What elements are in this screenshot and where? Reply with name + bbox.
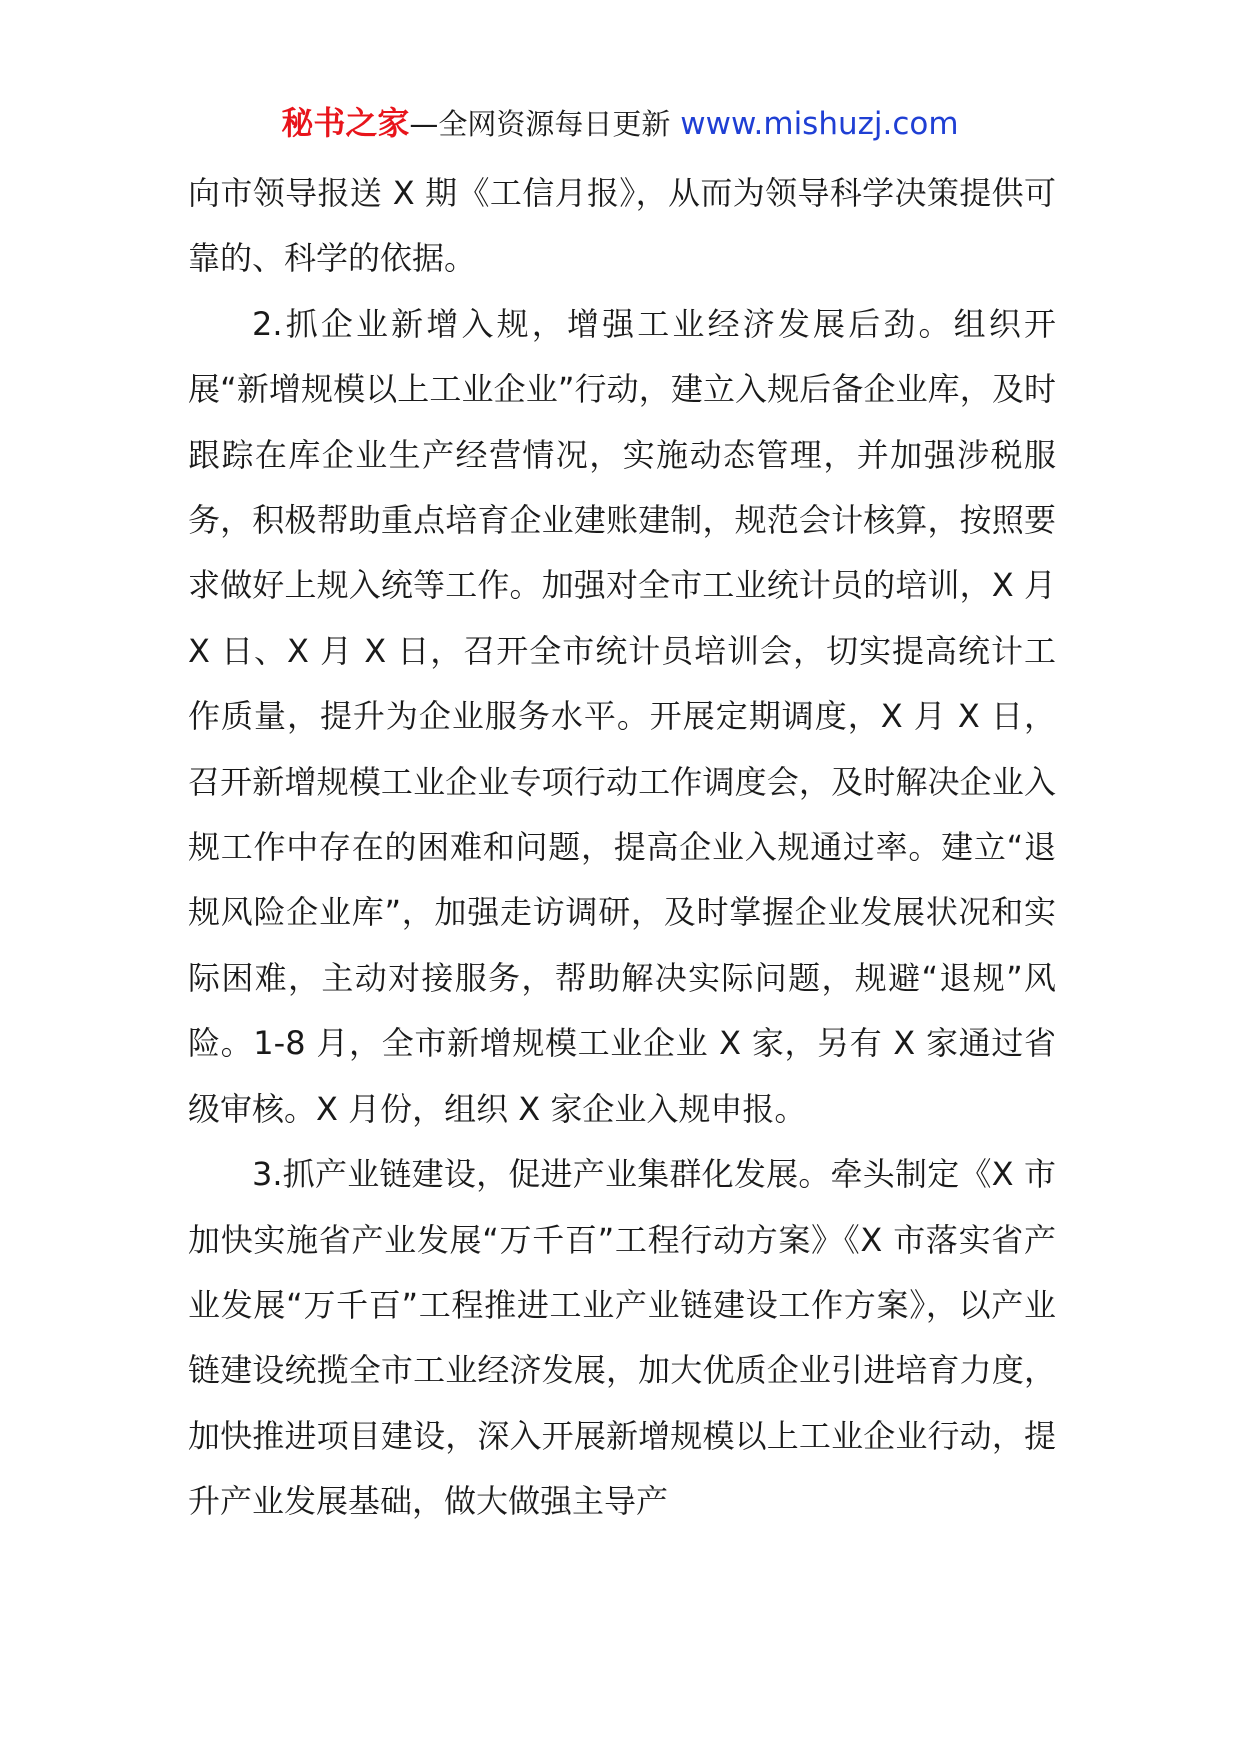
paragraph-continued: 向市领导报送 X 期《工信月报》，从而为领导科学决策提供可靠的、科学的依据。: [188, 174, 1056, 278]
brand-name: 秘书之家: [281, 104, 410, 142]
paragraph-item-3: 3.抓产业链建设，促进产业集群化发展。牵头制定《X 市加快实施省产业发展“万千百”工程行动方案》《X 市落实省产业发展“万千百”工程推进工业产业链建设工作方案》，以产业链建设统揽全市工业经济发展，加大优质企业引进培育力度，加快推进项目建设，深入开展新增规模以上工业企业行动，提升产业发展基础，做大做强主导产: [188, 1155, 1056, 1521]
paragraph-item-2: 2.抓企业新增入规，增强工业经济发展后劲。组织开展“新增规模以上工业企业”行动，建立入规后备企业库，及时跟踪在库企业生产经营情况，实施动态管理，并加强涉税服务，积极帮助重点培育企业建账建制，规范会计核算，按照要求做好上规入统等工作。加强对全市工业统计员的培训，X 月 X 日、X 月 X 日，召开全市统计员培训会，切实提高统计工作质量，提升为企业服务水平。开展定期调度，X 月 X 日，召开新增规模工业企业专项行动工作调度会，及时解决企业入规工作中存在的困难和问题，提高企业入规通过率。建立“退规风险企业库”，加强走访调研，及时掌握企业发展状况和实际困难，主动对接服务，帮助解决实际问题，规避“退规”风险。1-8 月，全市新增规模工业企业 X 家，另有 X 家通过省级审核。X 月份，组织 X 家企业入规申报。: [188, 304, 1056, 1128]
site-url-link[interactable]: www.mishuzj.com: [680, 106, 959, 142]
site-tagline: —全网资源每日更新: [409, 107, 671, 141]
site-header: [0, 100, 1240, 147]
document-body: [188, 161, 1056, 1535]
